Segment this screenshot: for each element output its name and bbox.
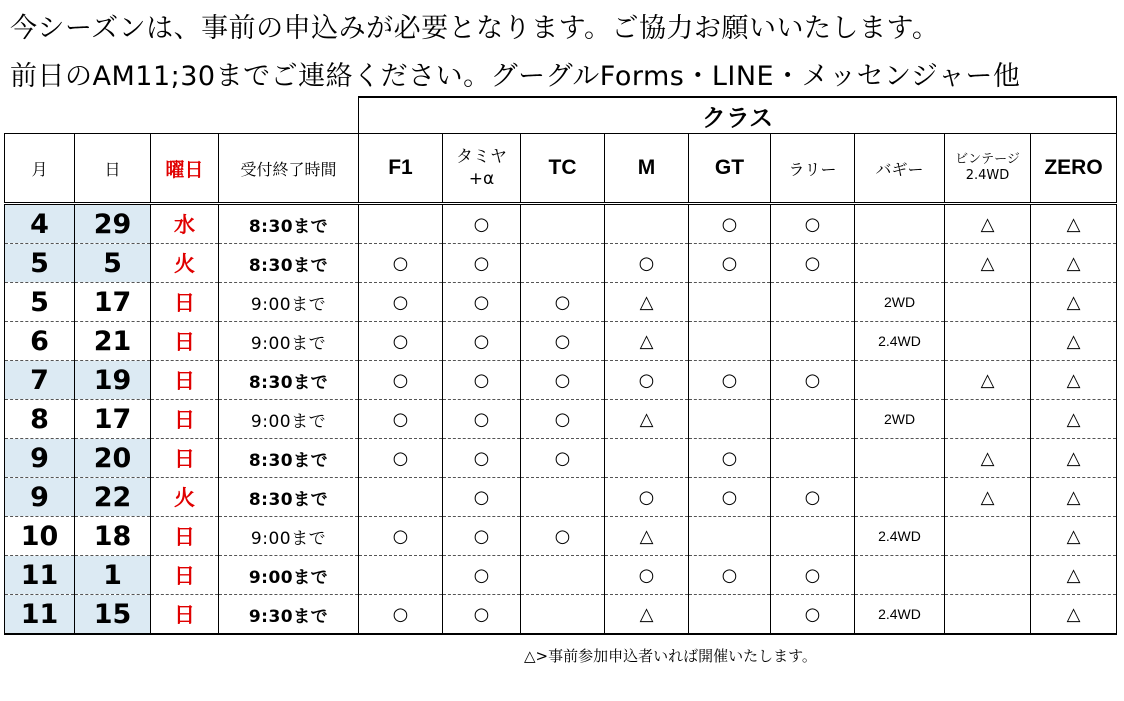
column-header-month: 月 <box>5 134 75 204</box>
availability-cell: △ <box>1031 322 1117 361</box>
day-cell: 29 <box>75 204 151 244</box>
table-row <box>5 439 1117 478</box>
availability-cell: ○ <box>771 361 855 400</box>
availability-cell: ○ <box>605 478 689 517</box>
month-cell: 8 <box>5 400 75 439</box>
deadline-cell: 8:30まで <box>219 439 359 478</box>
availability-cell: △ <box>1031 478 1117 517</box>
class-name: バギー <box>875 159 924 179</box>
availability-cell: △ <box>1031 361 1117 400</box>
availability-cell <box>689 283 771 322</box>
availability-cell: △ <box>605 400 689 439</box>
day-cell: 20 <box>75 439 151 478</box>
availability-cell: ○ <box>359 322 443 361</box>
availability-cell <box>359 478 443 517</box>
availability-cell <box>521 204 605 244</box>
availability-cell <box>359 204 443 244</box>
table-row <box>5 556 1117 595</box>
availability-cell <box>521 556 605 595</box>
availability-cell <box>945 283 1031 322</box>
deadline-cell: 8:30まで <box>219 204 359 244</box>
availability-cell: ○ <box>771 556 855 595</box>
deadline-cell: 9:00まで <box>219 517 359 556</box>
deadline-cell: 9:00まで <box>219 322 359 361</box>
deadline-cell: 8:30まで <box>219 361 359 400</box>
class-name: ラリー <box>788 159 837 179</box>
availability-cell <box>771 400 855 439</box>
availability-cell <box>771 322 855 361</box>
table-row <box>5 517 1117 556</box>
availability-cell: ○ <box>521 400 605 439</box>
availability-cell: ○ <box>443 517 521 556</box>
availability-cell <box>855 439 945 478</box>
availability-cell: △ <box>945 361 1031 400</box>
table-row <box>5 595 1117 635</box>
availability-cell: ○ <box>443 478 521 517</box>
table-row <box>5 478 1117 517</box>
availability-cell <box>771 517 855 556</box>
availability-cell: ○ <box>689 439 771 478</box>
table-row <box>5 244 1117 283</box>
deadline-cell: 8:30まで <box>219 478 359 517</box>
availability-cell: ○ <box>443 439 521 478</box>
availability-cell: 2.4WD <box>855 322 945 361</box>
availability-cell: 2WD <box>855 400 945 439</box>
weekday-cell: 日 <box>151 556 219 595</box>
availability-cell <box>855 556 945 595</box>
availability-cell: ○ <box>771 478 855 517</box>
weekday-cell: 日 <box>151 322 219 361</box>
day-cell: 15 <box>75 595 151 635</box>
schedule-table <box>4 96 1117 635</box>
availability-cell <box>689 400 771 439</box>
class-column-header <box>855 134 945 204</box>
weekday-cell: 日 <box>151 595 219 635</box>
availability-cell: ○ <box>359 439 443 478</box>
weekday-cell: 水 <box>151 204 219 244</box>
availability-cell: △ <box>945 244 1031 283</box>
availability-cell: ○ <box>359 595 443 635</box>
weekday-cell: 日 <box>151 439 219 478</box>
availability-cell: ○ <box>521 517 605 556</box>
class-name: TC <box>548 156 577 179</box>
availability-cell <box>689 595 771 635</box>
class-column-header <box>443 134 521 204</box>
day-cell: 21 <box>75 322 151 361</box>
weekday-cell: 日 <box>151 400 219 439</box>
availability-cell: △ <box>1031 517 1117 556</box>
month-cell: 5 <box>5 244 75 283</box>
day-cell: 19 <box>75 361 151 400</box>
availability-cell: △ <box>605 595 689 635</box>
availability-cell: △ <box>1031 595 1117 635</box>
availability-cell: ○ <box>359 283 443 322</box>
weekday-cell: 火 <box>151 478 219 517</box>
month-cell: 4 <box>5 204 75 244</box>
deadline-cell: 9:30まで <box>219 595 359 635</box>
availability-cell <box>771 439 855 478</box>
availability-cell <box>945 322 1031 361</box>
deadline-cell: 9:00まで <box>219 556 359 595</box>
month-cell: 7 <box>5 361 75 400</box>
column-header-day: 日 <box>75 134 151 204</box>
month-cell: 11 <box>5 556 75 595</box>
availability-cell: ○ <box>689 244 771 283</box>
class-name: F1 <box>388 156 413 179</box>
availability-cell: ○ <box>443 322 521 361</box>
availability-cell <box>855 244 945 283</box>
availability-cell: ○ <box>689 361 771 400</box>
availability-cell: △ <box>605 517 689 556</box>
availability-cell: 2WD <box>855 283 945 322</box>
availability-cell <box>605 204 689 244</box>
availability-cell <box>945 400 1031 439</box>
availability-cell <box>771 283 855 322</box>
table-row <box>5 283 1117 322</box>
availability-cell: △ <box>605 322 689 361</box>
availability-cell <box>605 439 689 478</box>
table-row <box>5 204 1117 244</box>
column-header-deadline: 受付終了時間 <box>219 134 359 204</box>
class-column-header <box>771 134 855 204</box>
availability-cell: ○ <box>359 244 443 283</box>
availability-cell: ○ <box>443 556 521 595</box>
availability-cell: ○ <box>443 400 521 439</box>
availability-cell: △ <box>945 204 1031 244</box>
class-subname: 2.4WD <box>965 168 1010 183</box>
day-cell: 1 <box>75 556 151 595</box>
class-column-header <box>689 134 771 204</box>
class-column-header <box>605 134 689 204</box>
month-cell: 5 <box>5 283 75 322</box>
month-cell: 6 <box>5 322 75 361</box>
availability-cell: ○ <box>359 361 443 400</box>
column-header-weekday: 曜日 <box>151 134 219 204</box>
table-row <box>5 400 1117 439</box>
weekday-cell: 火 <box>151 244 219 283</box>
availability-cell <box>945 556 1031 595</box>
availability-cell: ○ <box>771 204 855 244</box>
class-column-header <box>1031 134 1117 204</box>
class-subname: +α <box>468 169 495 189</box>
availability-cell <box>945 595 1031 635</box>
blank-corner <box>5 97 359 134</box>
availability-cell <box>359 556 443 595</box>
class-name: M <box>637 156 656 179</box>
availability-cell: △ <box>1031 244 1117 283</box>
availability-cell: ○ <box>443 204 521 244</box>
class-name: GT <box>714 156 745 179</box>
availability-cell: ○ <box>443 283 521 322</box>
month-cell: 9 <box>5 478 75 517</box>
availability-cell: △ <box>1031 204 1117 244</box>
availability-cell: △ <box>605 283 689 322</box>
availability-cell: ○ <box>359 517 443 556</box>
class-name: タミヤ <box>456 147 507 167</box>
availability-cell: ○ <box>443 361 521 400</box>
availability-cell: ○ <box>689 556 771 595</box>
class-column-header <box>521 134 605 204</box>
table-row <box>5 361 1117 400</box>
availability-cell: ○ <box>689 204 771 244</box>
availability-cell: ○ <box>443 244 521 283</box>
availability-cell: 2.4WD <box>855 517 945 556</box>
table-row <box>5 322 1117 361</box>
month-cell: 9 <box>5 439 75 478</box>
availability-cell: △ <box>1031 400 1117 439</box>
availability-cell: 2.4WD <box>855 595 945 635</box>
class-column-header <box>945 134 1031 204</box>
availability-cell: ○ <box>605 361 689 400</box>
class-header: クラス <box>359 97 1117 134</box>
availability-cell: ○ <box>605 244 689 283</box>
availability-cell: ○ <box>689 478 771 517</box>
class-column-header <box>359 134 443 204</box>
weekday-cell: 日 <box>151 517 219 556</box>
day-cell: 5 <box>75 244 151 283</box>
day-cell: 22 <box>75 478 151 517</box>
deadline-cell: 9:00まで <box>219 283 359 322</box>
availability-cell: ○ <box>521 361 605 400</box>
weekday-cell: 日 <box>151 283 219 322</box>
availability-cell <box>521 478 605 517</box>
availability-cell <box>689 517 771 556</box>
footnote: △>事前参加申込者いれば開催いたします。 <box>524 647 817 665</box>
month-cell: 11 <box>5 595 75 635</box>
availability-cell <box>689 322 771 361</box>
availability-cell: ○ <box>359 400 443 439</box>
availability-cell: ○ <box>521 439 605 478</box>
availability-cell: △ <box>945 439 1031 478</box>
month-cell: 10 <box>5 517 75 556</box>
availability-cell: ○ <box>521 322 605 361</box>
availability-cell: ○ <box>771 595 855 635</box>
availability-cell: △ <box>1031 556 1117 595</box>
availability-cell <box>855 361 945 400</box>
availability-cell <box>521 595 605 635</box>
availability-cell: ○ <box>443 595 521 635</box>
availability-cell <box>521 244 605 283</box>
day-cell: 17 <box>75 283 151 322</box>
availability-cell: △ <box>945 478 1031 517</box>
availability-cell <box>945 517 1031 556</box>
weekday-cell: 日 <box>151 361 219 400</box>
day-cell: 17 <box>75 400 151 439</box>
class-name: ZERO <box>1044 156 1103 179</box>
notice-line-1: 今シーズンは、事前の申込みが必要となります。ご協力お願いいたします。 <box>10 13 940 44</box>
deadline-cell: 9:00まで <box>219 400 359 439</box>
availability-cell: ○ <box>771 244 855 283</box>
notice-line-2: 前日のAM11;30までご連絡ください。グーグルForms・LINE・メッセンジャー他 <box>10 61 1021 92</box>
availability-cell <box>855 478 945 517</box>
day-cell: 18 <box>75 517 151 556</box>
availability-cell: △ <box>1031 439 1117 478</box>
availability-cell: ○ <box>521 283 605 322</box>
class-name: ビンテージ <box>955 152 1020 167</box>
availability-cell: △ <box>1031 283 1117 322</box>
deadline-cell: 8:30まで <box>219 244 359 283</box>
availability-cell: ○ <box>605 556 689 595</box>
availability-cell <box>855 204 945 244</box>
